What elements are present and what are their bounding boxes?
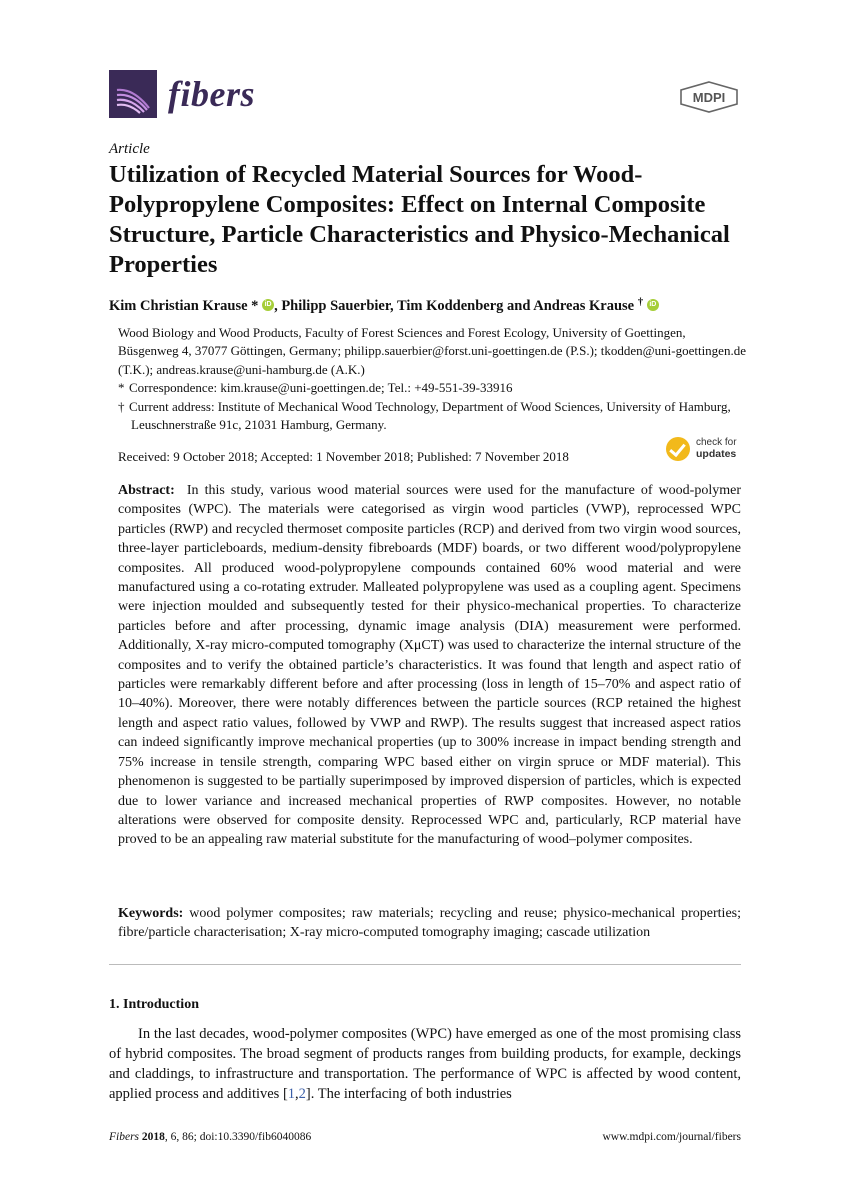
correspondence-text: Correspondence: kim.krause@uni-goettingen.de; Tel.: +49-551-39-33916 — [129, 380, 513, 396]
check-updates-line1: check for — [696, 437, 737, 448]
checkmark-icon — [666, 437, 690, 461]
publisher-name: MDPI — [692, 90, 726, 105]
publication-dates: Received: 9 October 2018; Accepted: 1 November 2018; Published: 7 November 2018 — [118, 449, 569, 464]
footer-url[interactable]: www.mdpi.com/journal/fibers — [602, 1131, 741, 1143]
current-address-mark: † — [118, 398, 125, 414]
fibers-logo-icon — [109, 70, 157, 118]
abstract-text: In this study, various wood material sources were used for the manufacture of wood-polymer composites (WPC). The materials were categorised as virgin wood particles (VWP), reprocessed WPC particles (RWP) and recycled thermoset composite particles (RCP) and derived from two virgin wood sources, three-layer particleboards, medium-density fibreboards (MDF) boards, or two different wood/polypropylene composites. All produced wood-polypropylene compounds contained 60% wood material and were manufactured using a co-rotating extruder. Malleated polypropylene was used as a coupling agent. Specimens were injection moulded and subsequently tested for their physico-mechanical properties. To characterize particles before and after processing, dynamic image analysis (DIA) measurement were performed. Additionally, X-ray micro-computed tomography (XμCT) was used to characterize the internal structure of the composites and to verify the obtained particle’s characteristics. It was found that length and aspect ratio of particles were remarkably different before and after processing (loss in length of 15–70% and aspect ratio of 10–40%). Moreover, there were notably differences between the particle sources (RCP retained the highest length and aspect ratio values, followed by VWP and RWP). The results suggest that increased aspect ratios can indeed significantly improve mechanical properties (up to 300% increase in impact bending strength and 75% increase in tensile strength, comparing WPC based either on virgin spruce or MDF material). This phenomenon is suggested to be partially superimposed by improved dispersion of particles, which is expected due to lower variance and increased mechanical properties of RWP composites. However, no notable alterations were observed for composite density. Reprocessed WPC and, particularly, RCP material have proved to be an appealing raw material substitute for the manufacturing of wood–polymer composites. — [118, 483, 741, 848]
current-address-text: Current address: Institute of Mechanical Wood Technology, Department of Wood Sciences, University of Hamburg, Leuschnerstraße 91c, 21031 Hamburg, Germany. — [129, 398, 731, 433]
citation-link[interactable]: 2 — [298, 1086, 306, 1102]
abstract — [118, 481, 741, 850]
author-list — [109, 296, 749, 315]
footer-citation — [109, 1131, 311, 1143]
author-name: , Philipp Sauerbier, Tim Koddenberg and Andreas Krause — [274, 298, 638, 314]
article-type: Article — [109, 141, 150, 157]
mdpi-logo-icon — [678, 80, 740, 114]
correspondence-note — [118, 379, 748, 397]
article-title: Utilization of Recycled Material Sources for Wood-Polypropylene Composites: Effect on Internal Composite Structure, Particle Characteristics and Physico-Mechanical Properties — [109, 161, 730, 278]
footer-citation-text: 2018, 6, 86; doi:10.3390/fib6040086 — [141, 1131, 312, 1143]
citation-link[interactable]: 1 — [287, 1086, 296, 1102]
correspondence-mark: * — [118, 380, 125, 396]
keywords-text: wood polymer composites; raw materials; recycling and reuse; physico-mechanical properties; fibre/particle characterisation; X-ray micro-computed tomography imaging; cascade utilization — [118, 906, 741, 941]
check-for-updates-badge[interactable] — [666, 437, 746, 465]
check-updates-line2: updates — [696, 448, 737, 460]
orcid-icon[interactable]: iD — [647, 299, 659, 311]
intro-text-continued: ]. The interfacing of both industries — [305, 1086, 512, 1102]
introduction-paragraph — [109, 1024, 741, 1104]
keywords — [118, 904, 741, 943]
author-name: Kim Christian Krause * — [109, 298, 259, 314]
intro-text: In the last decades, wood-polymer composites (WPC) have emerged as one of the most promising class of hybrid composites. The broad segment of products ranges from building products, for example, deckings and claddings, to infrastructure and transportation. The performance of WPC is affected by wood content, applied process and additives [ — [109, 1026, 741, 1102]
journal-name: fibers — [168, 74, 255, 114]
section-divider — [109, 964, 741, 965]
mdpi-logo — [678, 80, 740, 114]
journal-logo — [109, 70, 157, 118]
section-heading: 1. Introduction — [109, 997, 199, 1012]
dagger-mark: † — [637, 296, 644, 308]
keywords-label: Keywords: — [118, 906, 184, 921]
orcid-icon[interactable]: iD — [262, 299, 274, 311]
citation-separator: , — [295, 1086, 299, 1102]
abstract-label: Abstract: — [118, 483, 175, 498]
affiliations — [118, 324, 748, 434]
footer-journal: Fibers — [109, 1131, 140, 1143]
current-address-note — [118, 398, 748, 435]
affiliation-main: Wood Biology and Wood Products, Faculty of Forest Sciences and Forest Ecology, University of Goettingen, Büsgenweg 4, 37077 Göttingen, Germany; philipp.sauerbier@forst.uni-goettingen.de (P.S.); tkodden@uni-goettingen.de (T.K.); andreas.krause@uni-hamburg.de (A.K.) — [118, 325, 746, 377]
